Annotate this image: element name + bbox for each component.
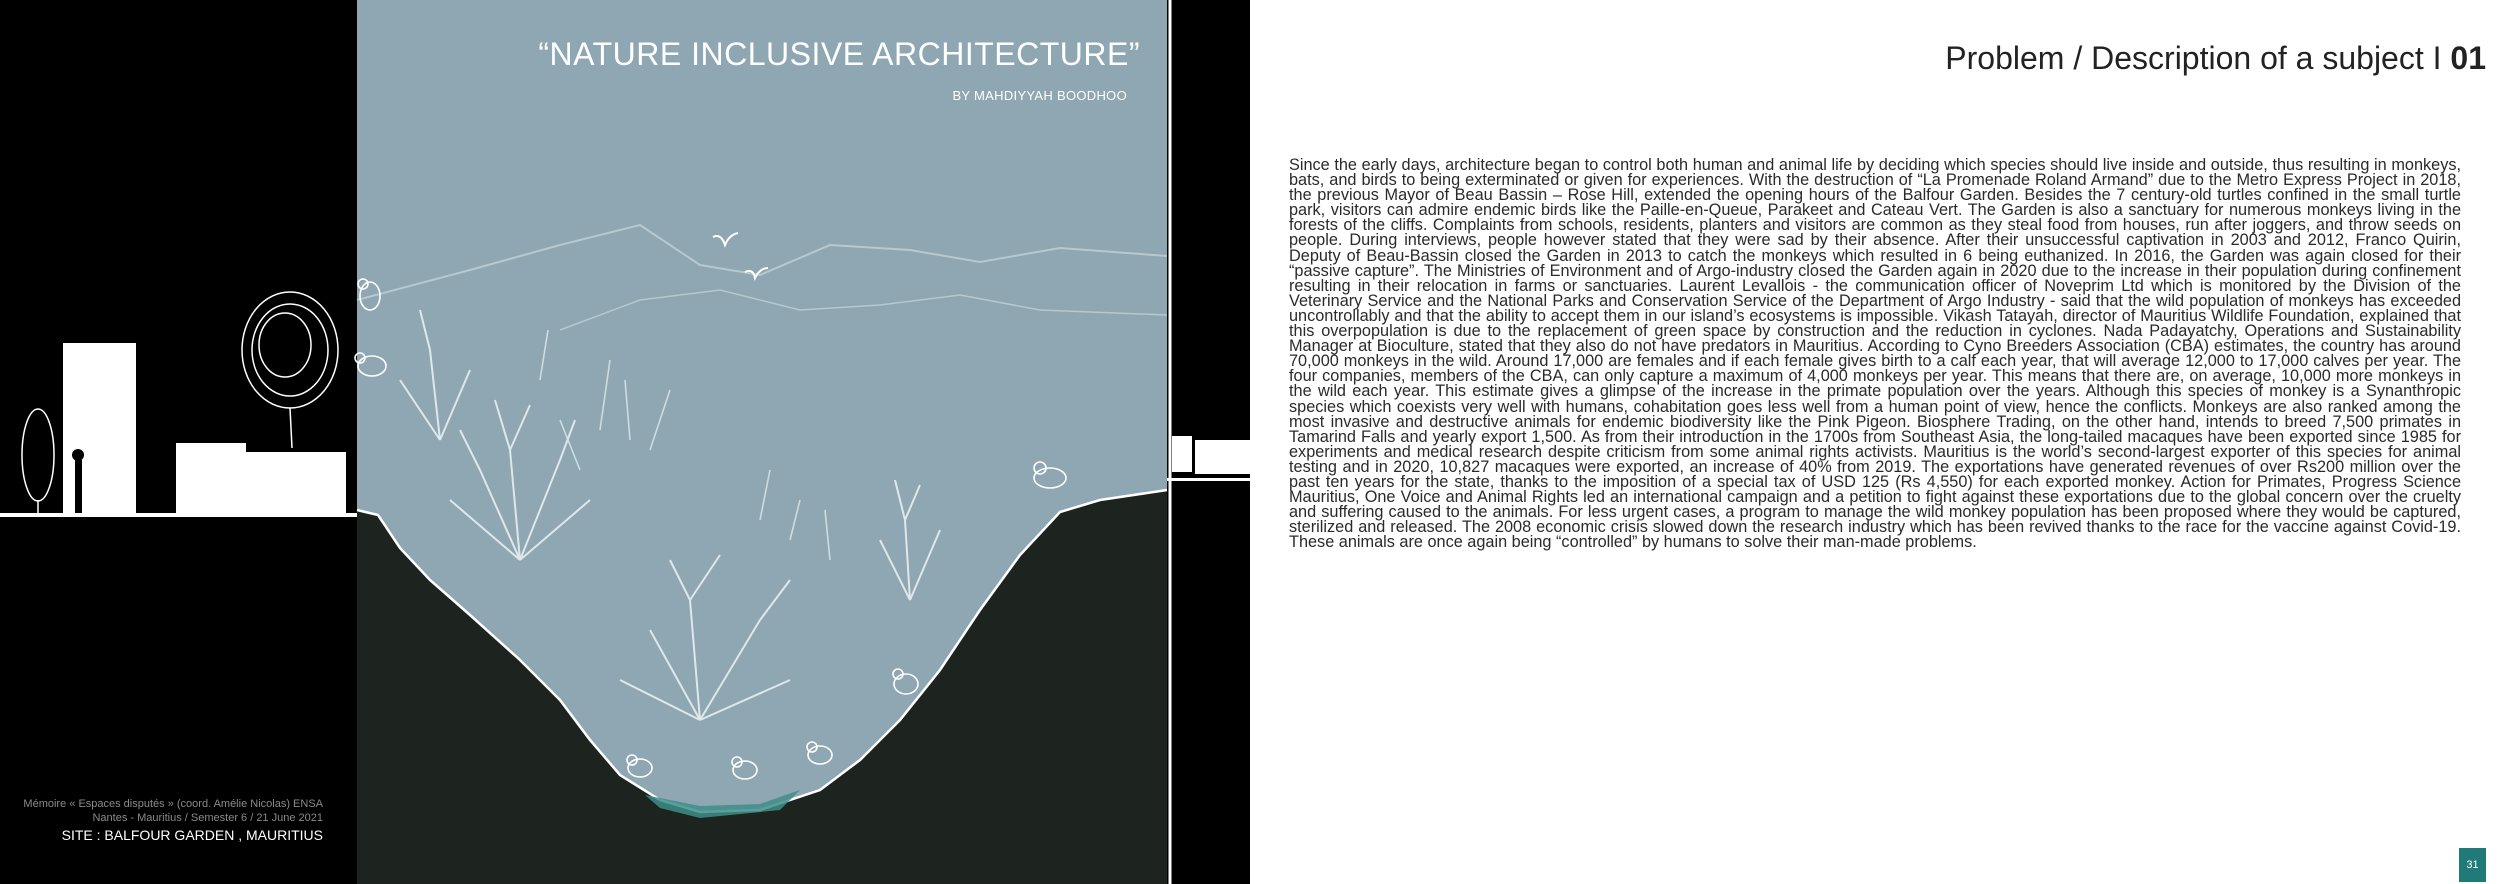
section-header-label: Problem / Description of a subject I — [1945, 40, 2442, 76]
site-caption: SITE : BALFOUR GARDEN , MAURITIUS — [61, 827, 323, 843]
page-title: “NATURE INCLUSIVE ARCHITECTURE” — [538, 36, 1140, 72]
section-number: 01 — [2450, 40, 2486, 76]
page-number-badge: 31 — [2459, 848, 2486, 882]
credits-text: Mémoire « Espaces disputés » (coord. Amélie Nicolas) ENSA Nantes - Mauritius / Semester 6 / 21 June 2021 — [23, 798, 323, 824]
author-byline: BY MAHDIYYAH BOODHOO — [952, 88, 1127, 103]
right-page — [1250, 0, 2500, 884]
section-header — [1945, 40, 2486, 77]
body-paragraph: Since the early days, architecture began to control both human and animal life by deciding which species should live inside and outside, thus resulting in monkeys, bats, and birds to being exterminated or given for experiences. With the destruction of “La Promenade Roland Armand” due to the Metro Express Project in 2018, the previous Mayor of Beau Bassin – Rose Hill, extended the opening hours of the Balfour Garden. Besides the 7 century-old turtles confined in the small turtle park, visitors can admire endemic birds like the Paille-en-Queue, Parakeet and Cateau Vert. The Garden is also a sanctuary for numerous monkeys living in the forests of the cliffs. Complaints from schools, residents, planters and visitors are common as they steal food from houses, run after joggers, and throw seeds on people. During interviews, people however stated that they were sad by their absence. After their unsuccessful captivation in 2003 and 2012, Franco Quirin, Deputy of Beau-Bassin closed the Garden in 2013 to catch the monkeys which resulted in 6 being euthanized. In 2016, the Garden was again closed for their “passive capture”. The Ministries of Environment and of Argo-industry closed the Garden again in 2020 due to the increase in their population during confinement resulting in their relocation in farms or sanctuaries. Laurent Levallois - the communication officer of Noveprim Ltd which is monitored by the Division of the Veterinary Service and the National Parks and Conservation Service of the Department of Argo Industry - said that the wild population of monkeys has exceeded uncontrollably and that the ability to accept them in our island’s ecosystems is impossible. Vikash Tatayah, director of Mauritius Wildlife Foundation, explained that this overpopulation is due to the replacement of green space by construction and the reduction in cyclones. Nada Padayatchy, Operations and Sustainability Manager at Bioculture, stated that they also do not have predators in Mauritius. According to Cyno Breeders Association (CBA) estimates, the country has around 70,000 monkeys in the wild. Around 17,000 are females and if each female gives birth to a calf each year, that will average 12,000 to 17,000 calves per year. The four companies, members of the CBA, can only capture a maximum of 4,000 monkeys per year. This means that there are, on average, 10,000 more monkeys in the wild each year. This estimate gives a glimpse of the increase in the primate population over the years. Although this species of monkey is a Synanthropic species which coexists very well with humans, cohabitation goes less well from a human point of view, hence the conflicts. Monkeys are also ranked among the most invasive and destructive animals for endemic biodiversity like the Pink Pigeon. Biosphere Trading, on the other hand, intends to breed 7,500 primates in Tamarind Falls and yearly export 1,500. As from their introduction in the 1700s from Southeast Asia, the long-tailed macaques have been exported since 1985 for experiments and medical research despite criticism from some animal rights activists. Mauritius is the world’s second-largest exporter of this species for animal testing and in 2020, 10,827 macaques were exported, an increase of 40% from 2019. The exportations have generated revenues of over Rs200 million over the past ten years for the state, thanks to the imposition of a special tax of USD 125 (Rs 4,550) for each exported monkey. Action for Primates, Progress Science Mauritius, One Voice and Animal Rights led an international campaign and a petition to fight against these exportations due to the global concern over the cruelty and suffering caused to the animals. For less urgent cases, a program to manage the wild monkey population has been proposed where they would be captured, sterilized and released. The 2008 economic crisis slowed down the research industry which has been revived thanks to the race for the vaccine against Covid-19. These animals are once again being “controlled” by humans to solve their man-made problems. — [1289, 156, 2461, 552]
